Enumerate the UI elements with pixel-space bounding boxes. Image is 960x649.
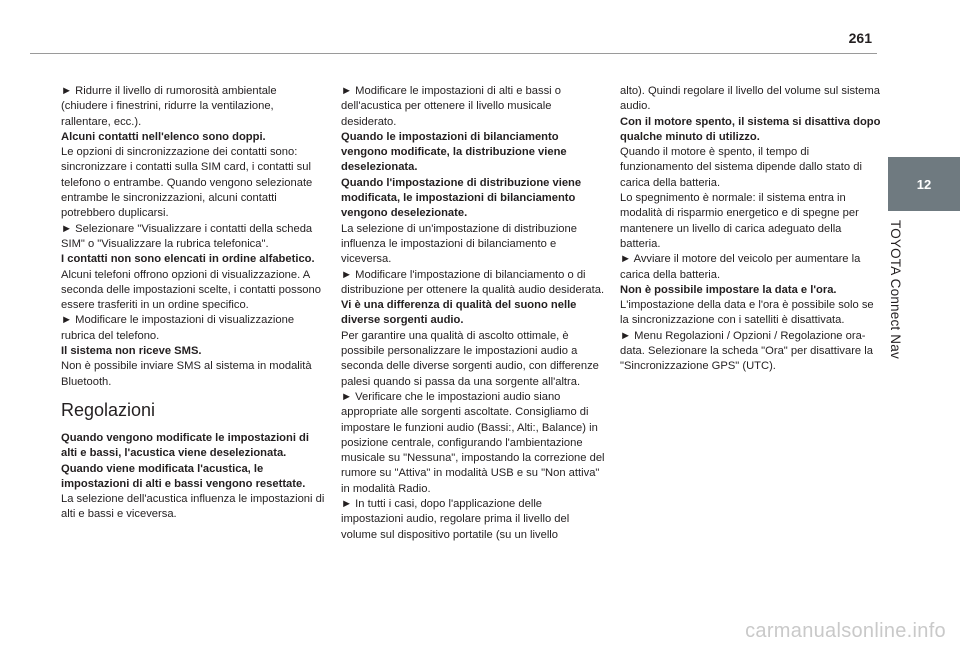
body-paragraph: Quando il motore è spento, il tempo di funzionamento del sistema dipende dallo stato di carica della batteria. [620, 146, 862, 189]
body-paragraph: alto). Quindi regolare il livello del volume sul sistema audio. [620, 85, 880, 113]
body-paragraph: L'impostazione della data e l'ora è possibile solo se la sincronizzazione con i satelliti è disattivata. [620, 299, 874, 327]
body-paragraph: Per garantire una qualità di ascolto ottimale, è possibile personalizzare le impostazioni audio a seconda delle diverse sorgenti audio, con differenze palesi quando si passa da una sorgente all'altra. [341, 329, 599, 388]
body-paragraph: La selezione di un'impostazione di distribuzione influenza le impostazioni di bilanciamento e viceversa. [341, 222, 577, 266]
body-paragraph: ► Selezionare "Visualizzare i contatti della scheda SIM" o "Visualizzare la rubrica telefonica". [61, 222, 313, 250]
watermark: carmanualsonline.info [745, 620, 946, 642]
body-paragraph: ► Modificare le impostazioni di visualizzazione rubrica del telefono. [61, 314, 295, 342]
body-paragraph: ► In tutti i casi, dopo l'applicazione delle impostazioni audio, regolare prima il livello del volume sul dispositivo portatile (su un livello [341, 498, 570, 541]
issue-heading: Quando vengono modificate le impostazioni di alti e bassi, l'acustica viene deselezionata. [61, 431, 310, 460]
body-paragraph: Non è possibile inviare SMS al sistema in modalità Bluetooth. [61, 360, 312, 388]
issue-heading: Il sistema non riceve SMS. [61, 345, 202, 358]
body-paragraph: La selezione dell'acustica influenza le impostazioni di alti e bassi e viceversa. [61, 493, 325, 521]
issue-heading: Alcuni contatti nell'elenco sono doppi. [61, 130, 266, 143]
page-number: 261 [848, 30, 872, 46]
chapter-number: 12 [916, 176, 932, 192]
text-column-3 [620, 84, 884, 375]
text-column-1 [61, 84, 325, 523]
issue-heading: Non è possibile impostare la data e l'ora. [620, 283, 837, 296]
issue-heading: Con il motore spento, il sistema si disattiva dopo qualche minuto di utilizzo. [620, 115, 881, 143]
body-paragraph: Lo spegnimento è normale: il sistema entra in modalità di risparmio energetico e di spegne per mantenere un livello di carica adeguato della batteria. [620, 192, 859, 250]
header-rule [30, 53, 877, 54]
body-paragraph: ► Ridurre il livello di rumorosità ambientale (chiudere i finestrini, ridurre la ventilazione, rallentare, ecc.). [61, 85, 277, 128]
issue-heading: Quando l'impostazione di distribuzione viene modificata, le impostazioni di bilanciamento vengono deselezionate. [341, 176, 582, 220]
body-paragraph: ► Menu Regolazioni / Opzioni / Regolazione ora-data. Selezionare la scheda "Ora" per disattivare la "Sincronizzazione GPS" (UTC). [620, 329, 873, 373]
body-paragraph: Le opzioni di sincronizzazione dei contatti sono: sincronizzare i contatti sulla SIM card, i contatti sul telefono o entrambe. Quando vengono selezionate entrambe le sincronizzazioni, alcuni contatti potrebbero duplicarsi. [61, 146, 313, 220]
issue-heading: Vi è una differenza di qualità del suono nelle diverse sorgenti audio. [341, 299, 577, 327]
chapter-title: TOYOTA Connect Nav [888, 220, 903, 359]
issue-heading: I contatti non sono elencati in ordine alfabetico. [61, 253, 315, 266]
body-paragraph: ► Modificare l'impostazione di bilanciamento o di distribuzione per ottenere la qualità audio desiderata. [341, 268, 605, 296]
body-paragraph: Alcuni telefoni offrono opzioni di visualizzazione. A seconda delle impostazioni scelte, i contatti possono essere trasferiti in un ordine specifico. [61, 268, 321, 312]
issue-heading: Quando le impostazioni di bilanciamento vengono modificate, la distribuzione viene deselezionata. [341, 130, 567, 174]
section-heading: Regolazioni [61, 399, 156, 420]
issue-heading: Quando viene modificata l'acustica, le impostazioni di alti e bassi vengono resettate. [61, 462, 306, 490]
body-paragraph: ► Avviare il motore del veicolo per aumentare la carica della batteria. [620, 253, 861, 281]
text-column-2 [341, 84, 605, 543]
body-paragraph: ► Verificare che le impostazioni audio siano appropriate alle sorgenti ascoltate. Consigliamo di impostare le funzioni audio (Bassi:, Alti:, Balance) in posizione centrale, configurando l'ambientazione musicale su "Nessuna", impostando la correzione del rumore su "Attiva" in modalità USB e su "Non attiva" in modalità Radio. [341, 390, 605, 495]
body-paragraph: ► Modificare le impostazioni di alti e bassi o dell'acustica per ottenere il livello musicale desiderato. [341, 85, 562, 128]
chapter-tab[interactable] [888, 157, 960, 211]
